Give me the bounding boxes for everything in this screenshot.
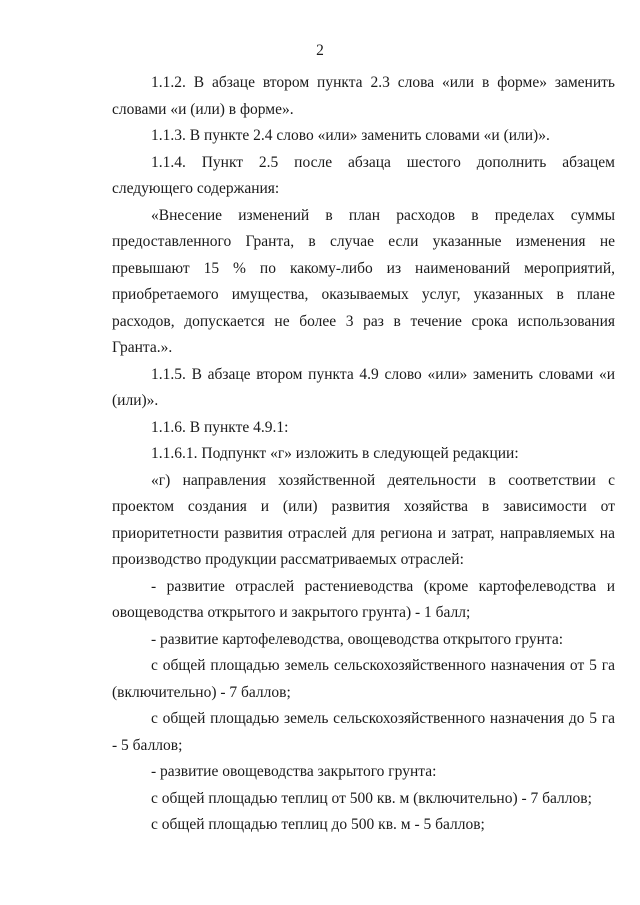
paragraph-land-under-5ha: с общей площадью земель сельскохозяйственного назначения до 5 га - 5 баллов; [112, 710, 615, 754]
paragraph-crop-farming: - развитие отраслей растениеводства (кроме картофелеводства и овощеводства открытого и закрытого грунта) - 1 балл; [112, 577, 615, 621]
paragraph-land-over-5ha: с общей площадью земель сельскохозяйственного назначения от 5 га (включительно) - 7 баллов; [112, 657, 615, 701]
paragraph-quote-amendment: «Внесение изменений в план расходов в пределах суммы предоставленного Гранта, в случае если указанные изменения не превышают 15 % по какому-либо из наименований мероприятий, приобретаемого имущества, оказываемых услуг, указанных в плане расходов, допускается не более 3 раз в течение срока использования Гранта.». [112, 206, 615, 356]
paragraph-subitem-g: «г) направления хозяйственной деятельности в соответствии с проектом создания и (или) развития хозяйства в зависимости от приоритетности развития отраслей для региона и затрат, направляемых на производство продукции рассматриваемых отраслей: [112, 471, 615, 568]
paragraph-1-1-6: 1.1.6. В пункте 4.9.1: [151, 418, 289, 436]
paragraph-1-1-5: 1.1.5. В абзаце втором пункта 4.9 слово «или» заменить словами «и (или)». [112, 365, 615, 409]
paragraph-1-1-4: 1.1.4. Пункт 2.5 после абзаца шестого дополнить абзацем следующего содержания: [112, 153, 615, 197]
paragraph-1-1-2: 1.1.2. В абзаце втором пункта 2.3 слова «или в форме» заменить словами «и (или) в форме». [112, 74, 615, 118]
paragraph-1-1-3: 1.1.3. В пункте 2.4 слово «или» заменить словами «и (или)». [151, 127, 550, 144]
paragraph-potato-farming: - развитие картофелеводства, овощеводства открытого грунта: [151, 630, 564, 648]
paragraph-greenhouse-under-500: с общей площадью теплиц до 500 кв. м - 5 баллов; [151, 816, 485, 833]
paragraph-1-1-6-1: 1.1.6.1. Подпункт «г» изложить в следующей редакции: [151, 445, 519, 462]
paragraph-greenhouse-farming: - развитие овощеводства закрытого грунта: [151, 763, 437, 780]
page-number: 2 [316, 42, 324, 59]
document-body [112, 70, 615, 839]
paragraph-greenhouse-over-500: с общей площадью теплиц от 500 кв. м (включительно) - 7 баллов; [151, 789, 592, 807]
